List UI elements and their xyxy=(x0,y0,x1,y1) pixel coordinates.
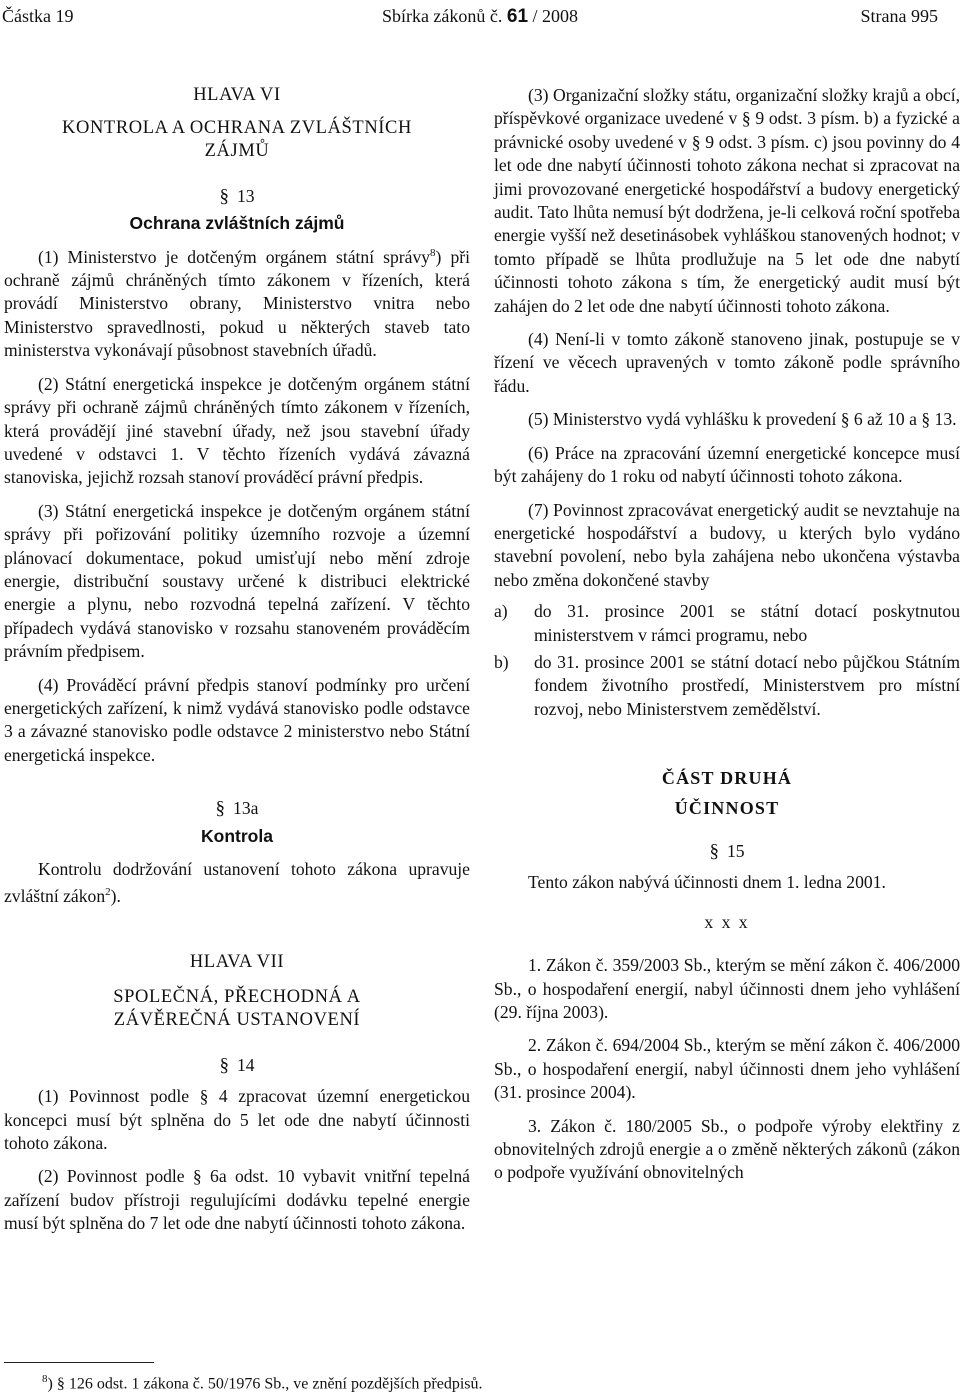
footnote xyxy=(4,1368,960,1395)
page-header xyxy=(0,4,960,30)
list-item xyxy=(494,600,960,647)
left-column xyxy=(4,84,470,1236)
collection-year: / 2008 xyxy=(532,6,579,26)
section-14-number: 14 xyxy=(236,1054,255,1075)
footnote-mark: 8 xyxy=(42,1373,48,1385)
collection-number: 61 xyxy=(506,6,529,27)
section-15-number: 15 xyxy=(726,840,745,861)
list-item-text: do 31. prosince 2001 se státní dotací poskytnutou ministerstvem v rámci programu, nebo xyxy=(534,601,960,645)
section-15-paragraph: Tento zákon nabývá účinnosti dnem 1. ledna 2001. xyxy=(528,872,886,893)
s13-p1-part-a: (1) Ministerstvo je dotčeným orgánem státní správy xyxy=(38,246,431,267)
section-13-paragraph-4: (4) Prováděcí právní předpis stanoví podmínky pro určení energetických zařízení, k nimž vydává stanovisko podle odstavce 3 a závazné stanovisko podle odstavce 2 ministerstvo nebo Státní energetická inspekce. xyxy=(4,674,470,765)
section-sign: § xyxy=(215,798,226,820)
section-13a-number: 13a xyxy=(233,798,259,819)
hlava6-heading: KONTROLA A OCHRANA ZVLÁŠTNÍCH ZÁJMŮ xyxy=(62,118,412,161)
issue-number: Částka 19 xyxy=(2,6,74,26)
section-14-paragraph-2: (2) Povinnost podle § 6a odst. 10 vybavit vnitřní tepelná zařízení budov přístroji regulujícími dodávku tepelné energie musí být splněna do 7 let ode dne nabytí účinnosti tohoto zákona. xyxy=(4,1166,470,1234)
part-title: ČÁST DRUHÁ xyxy=(661,768,793,789)
s13-p1-part-b: ) při ochraně zájmů chráněných tímto zákonem v řízeních, která provádí Ministerstvo obrany, Ministerstvo vnitra nebo Ministerstvo spravedlnosti, pokud u některých staveb tato ministerstva vykonávají působnost stavebních úřadů. xyxy=(4,246,470,361)
section-14-paragraph-4: (4) Není-li v tomto zákoně stanoveno jinak, postupuje se v řízení ve věcech upravených v tomto zákoně podle správního řádu. xyxy=(494,329,960,396)
right-column xyxy=(494,84,960,1185)
section-13-paragraph-1 xyxy=(4,242,470,363)
amendment-note-1: 1. Zákon č. 359/2003 Sb., kterým se mění zákon č. 406/2000 Sb., o hospodaření energií, nabyl účinnosti dnem jeho vyhlášení (29. října 2003). xyxy=(494,955,960,1022)
section-13-paragraph-3: (3) Státní energetická inspekce je dotčeným orgánem státní správy při pořizování politiky územního rozvoje a územní plánovací dokumentace, pokud umisťují nebo mění zdroje energie, distribuční soustavy určené k distribuci elektrické energie a plynu, nebo rozvodná tepelná zařízení. V těchto případech vydává stanovisko v rozsahu stanoveném prováděcím právním předpisem. xyxy=(4,500,470,662)
hlava7-title: HLAVA VII xyxy=(189,951,285,972)
list-item-label: b) xyxy=(494,651,509,672)
section-14-heading xyxy=(4,1054,470,1077)
section-15-heading xyxy=(494,840,960,863)
amendment-note-2: 2. Zákon č. 694/2004 Sb., kterým se mění zákon č. 406/2000 Sb., o hospodaření energií, nabyl účinnosti dnem jeho vyhlášení (31. prosince 2004). xyxy=(494,1035,960,1103)
part-heading: ÚČINNOST xyxy=(674,797,780,818)
list-item xyxy=(494,651,960,721)
page-number: Strana 995 xyxy=(860,6,938,26)
section-14-paragraph-7: (7) Povinnost zpracovávat energetický audit se nevztahuje na energetické hospodářství a budovy, u kterých bylo vydáno stavební povolení, nebo byla zahájena nebo ukončena výstavba nebo změna dokončené stavby xyxy=(494,499,960,590)
footnote-divider xyxy=(4,1362,154,1363)
amendment-note-3: 3. Zákon č. 180/2005 Sb., o podpoře výroby elektřiny z obnovitelných zdrojů energie a o změně některých zákonů (zákon o podpoře využívání obnovitelných xyxy=(494,1115,960,1183)
s13a-part-b: ). xyxy=(110,886,121,907)
s13a-part-a: Kontrolu dodržování ustanovení tohoto zákona upravuje zvláštní zákon xyxy=(4,859,470,907)
section-14-paragraph-3: (3) Organizační složky státu, organizační složky krajů a obcí, příspěvkové organizace uvedené v § 9 odst. 3 písm. b) a fyzické a právnické osoby uvedené v § 9 odst. 3 písm. c) jsou povinny do 4 let ode dne nabytí účinnosti tohoto zákona nechat si zpracovat na jimi provozované energetické hospodářství a budovy energetický audit. Tato lhůta nemusí být dodržena, je-li celková roční spotřeba energie vyšší než desetinásobek vyhláškou stanovených hodnot; v tomto případě se lhůta prodlužuje na 5 let ode dne nabytí účinnosti tohoto zákona s tím, že energetický audit musí být zahájen do 2 let ode dne nabytí účinnosti tohoto zákona. xyxy=(494,85,960,316)
section-14-paragraph-6: (6) Práce na zpracování územní energetické koncepce musí být zahájeny do 1 roku od nabytí účinnosti tohoto zákona. xyxy=(494,442,960,487)
section-sign: § xyxy=(219,186,229,207)
section-14-paragraph-1: (1) Povinnost podle § 4 zpracovat územní energetickou koncepci musí být splněna do 5 let ode dne nabytí účinnosti tohoto zákona. xyxy=(4,1086,470,1153)
hlava6-title: HLAVA VI xyxy=(193,85,281,105)
section-13-number: 13 xyxy=(236,186,255,206)
list-item-label: a) xyxy=(494,601,508,622)
section-13a-paragraph xyxy=(4,858,470,909)
section-14-paragraph-5: (5) Ministerstvo vydá vyhlášku k provedení § 6 až 10 a § 13. xyxy=(528,409,957,430)
footnote-text: ) § 126 odst. 1 zákona č. 50/1976 Sb., ve znění pozdějších předpisů. xyxy=(47,1375,483,1393)
footnote-ref-8: 8 xyxy=(430,246,436,259)
section-sign: § xyxy=(219,1054,229,1076)
section-13-title: Ochrana zvláštních zájmů xyxy=(129,213,345,234)
collection-title xyxy=(0,4,960,29)
collection-prefix: Sbírka zákonů č. xyxy=(381,6,503,26)
section-13a-heading xyxy=(4,797,470,820)
footnote-ref-2: 2 xyxy=(105,886,111,899)
section-sign: § xyxy=(709,840,719,862)
section-13-paragraph-2: (2) Státní energetická inspekce je dotčeným orgánem státní správy při ochraně zájmů chráněných tímto zákonem v řízeních, která provádějí jiné stavební úřady, než jsou stavební úřady uvedené v odstavci 1. V těchto řízeních vydává závazná stanoviska, jejichž rozsah stanoví prováděcí právní předpis. xyxy=(4,373,470,488)
section-13-heading xyxy=(4,185,470,208)
separator: x x x xyxy=(704,911,750,932)
section-13a-title: Kontrola xyxy=(201,825,273,846)
list-item-text: do 31. prosince 2001 se státní dotací nebo půjčkou Státním fondem životního prostředí, Ministerstvem pro místní rozvoj, nebo Ministerstvem zemědělství. xyxy=(534,651,960,719)
hlava7-heading: SPOLEČNÁ, PŘECHODNÁ A ZÁVĚREČNÁ USTANOVENÍ xyxy=(113,986,361,1030)
